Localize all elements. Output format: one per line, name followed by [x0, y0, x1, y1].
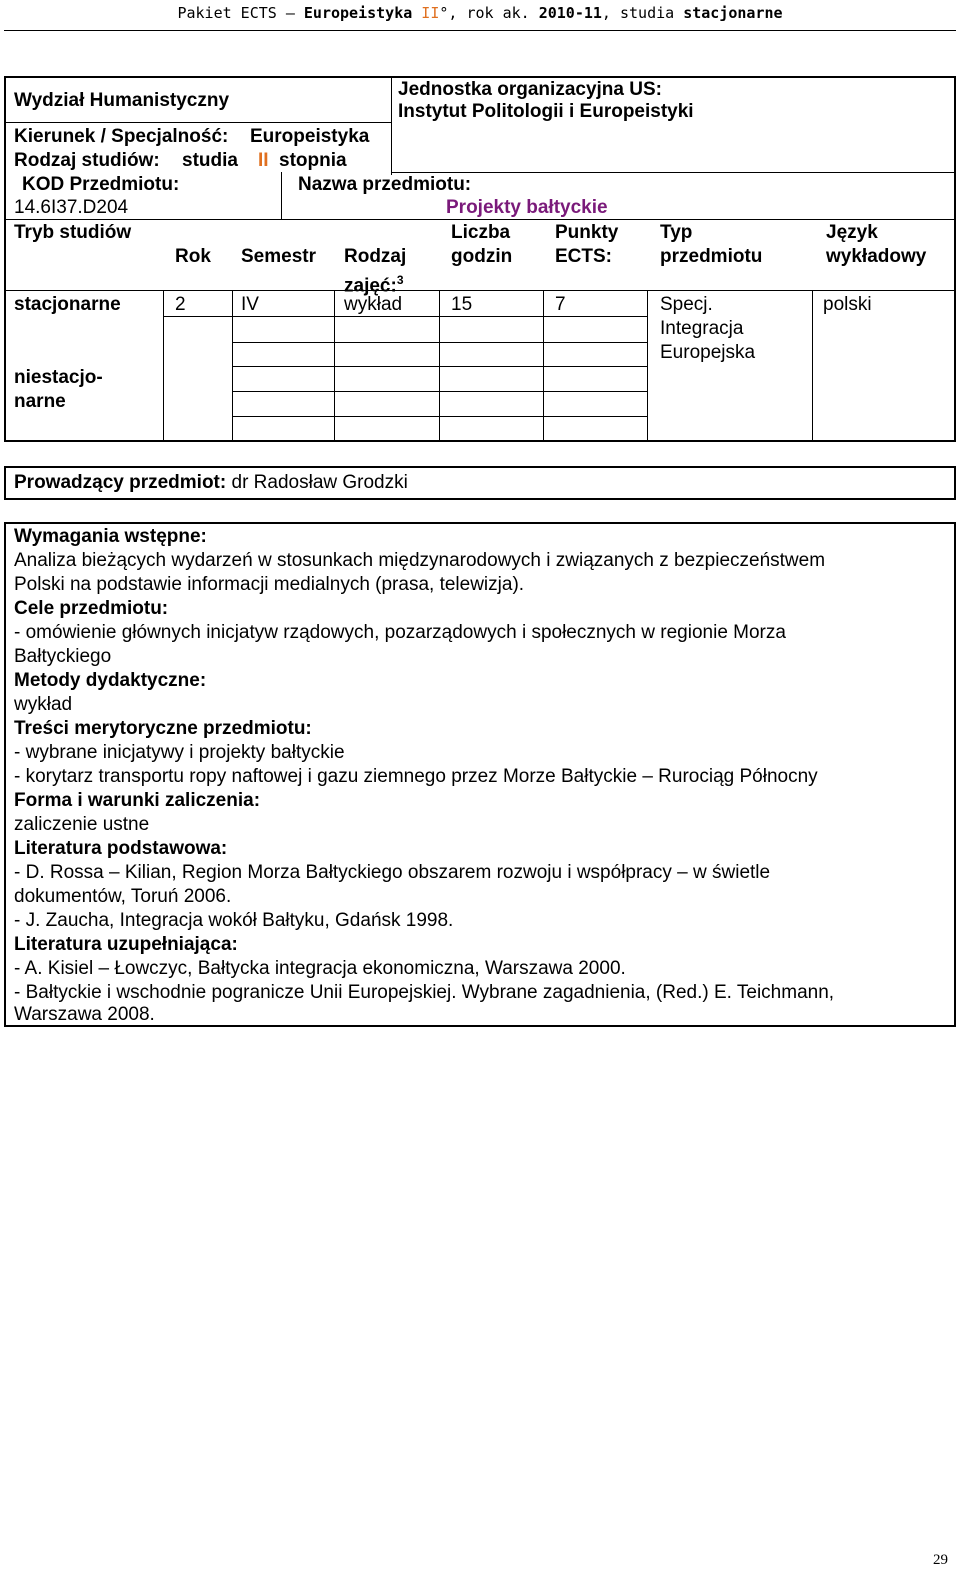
subject-type-value: Specj.	[660, 294, 713, 315]
header-year: 2010-11	[538, 4, 602, 22]
subject-type-header: Typ	[660, 222, 693, 243]
prereq-text-2: Polski na podstawie informacji medialnych (prasa, telewizja).	[14, 574, 525, 595]
language-header: Język	[826, 222, 878, 243]
header-rule	[4, 30, 956, 31]
methods-text: wykład	[14, 694, 73, 715]
mode-header: Tryb studiów	[14, 222, 132, 243]
class-type-value: wykład	[344, 294, 403, 315]
divider	[232, 366, 647, 367]
content-text: - wybrane inicjatywy i projekty bałtyckie	[14, 742, 345, 763]
goals-text: - omówienie głównych inicjatyw rządowych, pozarządowych i społecznych w regionie Morza	[14, 622, 786, 643]
lit-basic-text-3: - J. Zaucha, Integracja wokół Bałtyku, Gdańsk 1998.	[14, 910, 454, 931]
lit-basic-text-2: dokumentów, Toruń 2006.	[14, 886, 232, 907]
divider	[647, 290, 648, 441]
ects-value: 7	[555, 294, 566, 315]
page-number: 29	[933, 1552, 948, 1568]
course-name: Projekty bałtyckie	[446, 197, 608, 218]
divider	[5, 122, 392, 123]
hours-header-2: godzin	[451, 246, 513, 267]
instructor-line: Prowadzący przedmiot: dr Radosław Grodzki	[14, 472, 408, 493]
divider	[391, 77, 392, 175]
field-value: Europeistyka	[250, 126, 370, 147]
year-value: 2	[175, 294, 186, 315]
prereq-text: Analiza bieżących wydarzeń w stosunkach międzynarodowych i związanych z bezpieczeństwem	[14, 550, 826, 571]
lit-basic-text: - D. Rossa – Kilian, Region Morza Bałtyckiego obszarem rozwoju i współpracy – w świetle	[14, 862, 771, 883]
semester-header: Semestr	[241, 246, 316, 267]
divider	[163, 316, 647, 317]
goals-label: Cele przedmiotu:	[14, 598, 169, 619]
header-sep: , studia	[601, 4, 684, 22]
study-type-post: stopnia	[279, 150, 347, 171]
header-mid: °, rok ak.	[439, 4, 539, 22]
divider	[281, 172, 282, 219]
content-label: Treści merytoryczne przedmiotu:	[14, 718, 312, 739]
parttime-label: niestacjo-	[14, 367, 103, 388]
ects-header-2: ECTS:	[555, 246, 612, 267]
lit-supp-label: Literatura uzupełniająca:	[14, 934, 238, 955]
divider	[392, 172, 954, 173]
language-value: polski	[823, 294, 872, 315]
divider	[232, 416, 647, 417]
divider	[163, 290, 164, 441]
lit-supp-text-3: Warszawa 2008.	[14, 1004, 155, 1025]
code-value: 14.6I37.D204	[14, 197, 129, 218]
fulltime-label: stacjonarne	[14, 294, 121, 315]
year-header: Rok	[175, 246, 211, 267]
assessment-label: Forma i warunki zaliczenia:	[14, 790, 261, 811]
field-label: Kierunek / Specjalność:	[14, 126, 229, 147]
header-mode: stacjonarne	[683, 4, 783, 22]
prereq-label: Wymagania wstępne:	[14, 526, 207, 547]
methods-label: Metody dydaktyczne:	[14, 670, 207, 691]
divider	[812, 290, 813, 441]
lit-supp-text-2: - Bałtyckie i wschodnie pogranicze Unii Europejskiej. Wybrane zagadnienia, (Red.) E. Teichmann,	[14, 982, 835, 1003]
subject-type-value-3: Europejska	[660, 342, 756, 363]
subject-type-value-2: Integracja	[660, 318, 744, 339]
class-type-header-2: zajęć:$^3$	[344, 273, 404, 297]
unit-label: Jednostka organizacyjna US:	[398, 79, 662, 100]
hours-header: Liczba	[451, 222, 511, 243]
header-prefix: Pakiet ECTS –	[177, 4, 304, 22]
content-text-2: - korytarz transportu ropy naftowej i gazu ziemnego przez Morze Bałtyckie – Rurociąg Północny	[14, 766, 818, 787]
hours-value: 15	[451, 294, 473, 315]
parttime-label-2: narne	[14, 391, 66, 412]
faculty-name: Wydział Humanistyczny	[14, 90, 230, 111]
divider	[232, 342, 647, 343]
goals-text-2: Bałtyckiego	[14, 646, 112, 667]
semester-value: IV	[241, 294, 259, 315]
assessment-text: zaliczenie ustne	[14, 814, 150, 835]
divider	[232, 391, 647, 392]
class-type-header: Rodzaj	[344, 246, 407, 267]
header-program: Europeistyka	[303, 4, 413, 22]
header-degree: II	[412, 4, 440, 22]
unit-name: Instytut Politologii i Europeistyki	[398, 101, 694, 122]
study-type-pre: studia	[182, 150, 238, 171]
lit-basic-label: Literatura podstawowa:	[14, 838, 228, 859]
subject-type-header-2: przedmiotu	[660, 246, 763, 267]
study-type-label: Rodzaj studiów:	[14, 150, 160, 171]
study-type-roman: II	[258, 150, 269, 171]
page-header	[0, 4, 960, 22]
ects-header: Punkty	[555, 222, 619, 243]
lit-supp-text: - A. Kisiel – Łowczyc, Bałtycka integracja ekonomiczna, Warszawa 2000.	[14, 958, 626, 979]
name-label: Nazwa przedmiotu:	[298, 174, 472, 195]
language-header-2: wykładowy	[826, 246, 927, 267]
code-label: KOD Przedmiotu:	[22, 174, 180, 195]
